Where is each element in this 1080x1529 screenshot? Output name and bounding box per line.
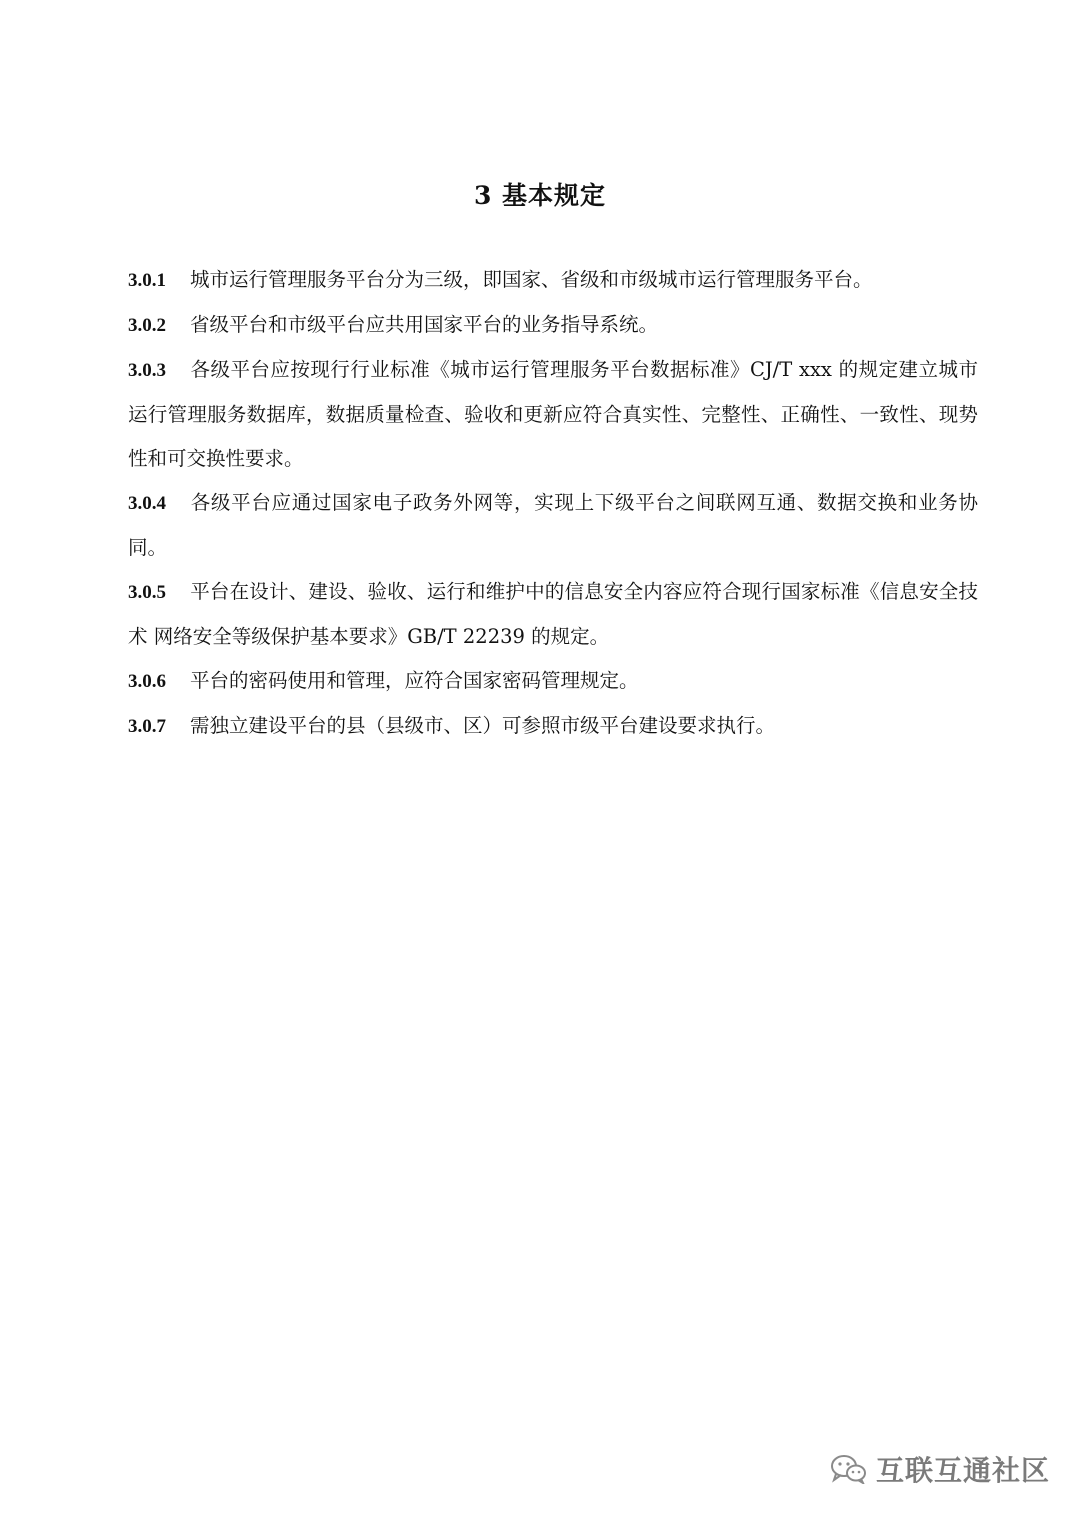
clause-text: 平台的密码使用和管理，应符合国家密码管理规定。 <box>190 669 639 692</box>
clause-number: 3.0.6 <box>128 671 166 692</box>
watermark-text: 互联互通社区 <box>875 1454 1050 1487</box>
clause-text: 省级平台和市级平台应共用国家平台的业务指导系统。 <box>190 313 659 336</box>
clause-3-0-6 <box>128 659 978 704</box>
clause-text: 平台在设计、建设、验收、运行和维护中的信息安全内容应符合现行国家标准《信息安全技术 网络安全等级保护基本要求》GB/T 22239 的规定。 <box>128 580 978 648</box>
clause-number: 3.0.2 <box>128 315 166 336</box>
watermark <box>830 1449 1050 1489</box>
clause-text: 城市运行管理服务平台分为三级，即国家、省级和市级城市运行管理服务平台。 <box>190 268 873 291</box>
clause-text: 各级平台应通过国家电子政务外网等，实现上下级平台之间联网互通、数据交换和业务协同。 <box>128 491 978 559</box>
clause-list <box>128 258 978 749</box>
clause-text: 各级平台应按现行行业标准《城市运行管理服务平台数据标准》CJ/T xxx 的规定建立城市运行管理服务数据库，数据质量检查、验收和更新应符合真实性、完整性、正确性、一致性、现势性和可交换性要求。 <box>128 358 978 470</box>
clause-number: 3.0.4 <box>128 493 166 514</box>
section-title: 3 基本规定 <box>473 181 607 210</box>
clause-text: 需独立建设平台的县（县级市、区）可参照市级平台建设要求执行。 <box>190 714 776 737</box>
clause-3-0-5 <box>128 570 978 659</box>
clause-3-0-1 <box>128 258 978 303</box>
clause-3-0-2 <box>128 303 978 348</box>
clause-3-0-3 <box>128 348 978 481</box>
clause-number: 3.0.1 <box>128 270 166 291</box>
clause-number: 3.0.3 <box>128 360 166 381</box>
clause-number: 3.0.5 <box>128 582 166 603</box>
clause-number: 3.0.7 <box>128 716 166 737</box>
clause-3-0-4 <box>128 481 978 570</box>
wechat-icon <box>830 1454 868 1484</box>
clause-3-0-7 <box>128 704 978 749</box>
